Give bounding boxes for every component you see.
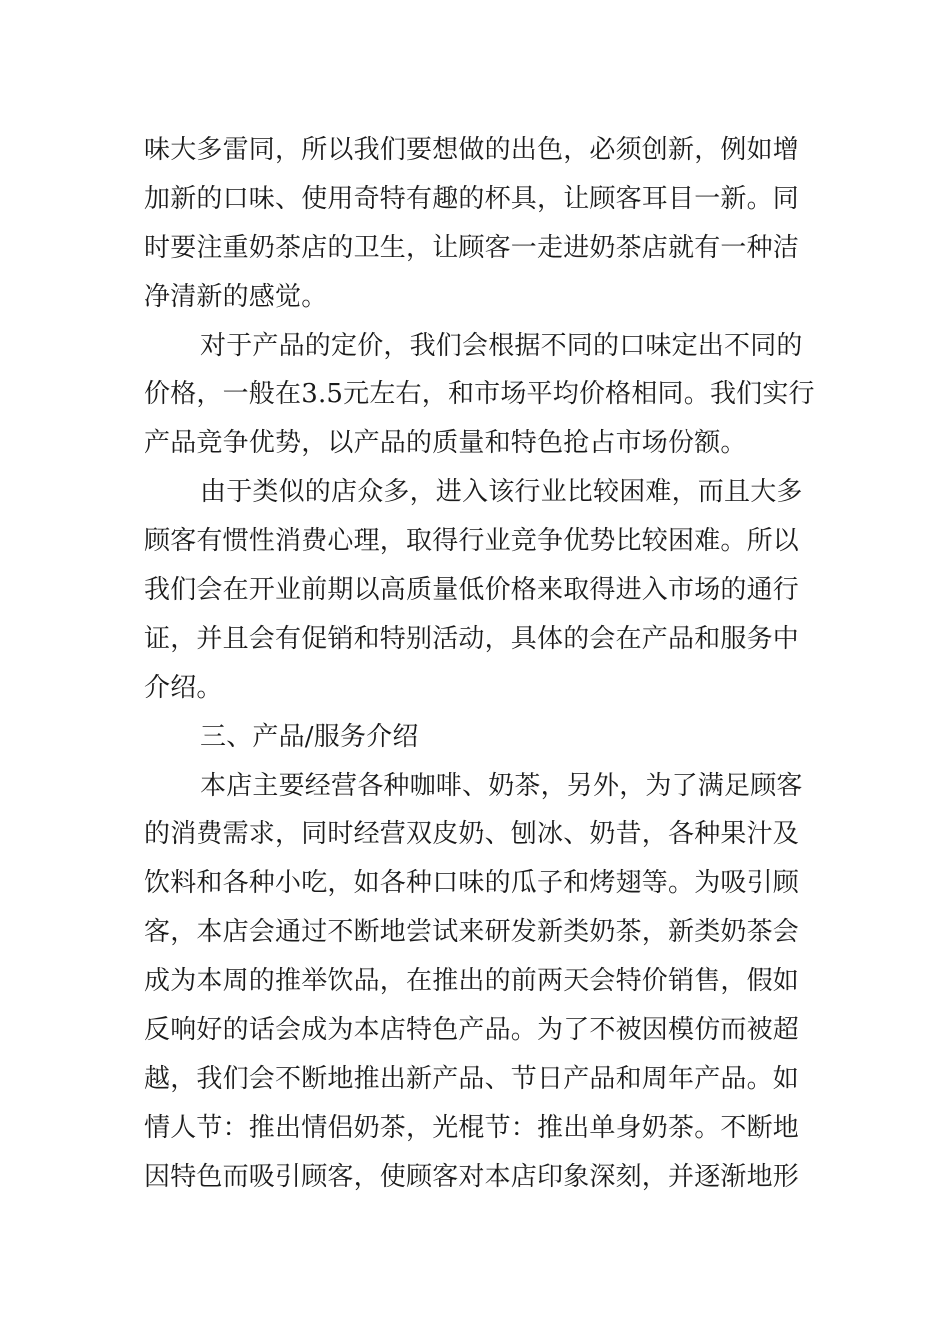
text-line: 情人节：推出情侣奶茶，光棍节：推出单身奶茶。不断地 xyxy=(144,1112,800,1143)
text-line: 时要注重奶茶店的卫生，让顾客一走进奶茶店就有一种洁 xyxy=(144,232,800,263)
text-line: 越，我们会不断地推出新产品、节日产品和周年产品。如 xyxy=(144,1063,800,1094)
text-line: 的消费需求，同时经营双皮奶、刨冰、奶昔，各种果汁及 xyxy=(144,819,800,850)
text-line: 因特色而吸引顾客，使顾客对本店印象深刻，并逐渐地形 xyxy=(144,1161,800,1192)
text-line: 饮料和各种小吃，如各种口味的瓜子和烤翅等。为吸引顾 xyxy=(144,868,800,899)
text-line: 由于类似的店众多，进入该行业比较困难，而且大多 xyxy=(200,477,803,508)
text-line: 对于产品的定价，我们会根据不同的口味定出不同的 xyxy=(200,330,803,361)
text-line: 介绍。 xyxy=(144,672,223,703)
text-line: 本店主要经营各种咖啡、奶茶，另外，为了满足顾客 xyxy=(200,770,803,801)
text-line: 净清新的感觉。 xyxy=(144,281,328,312)
text-line: 客，本店会通过不断地尝试来研发新类奶茶，新类奶茶会 xyxy=(144,917,800,948)
text-line: 我们会在开业前期以高质量低价格来取得进入市场的通行 xyxy=(144,575,800,606)
document-body xyxy=(144,126,815,1202)
text-line: 成为本周的推举饮品，在推出的前两天会特价销售，假如 xyxy=(144,966,800,997)
text-line: 味大多雷同，所以我们要想做的出色，必须创新，例如增 xyxy=(144,135,800,165)
text-line: 顾客有惯性消费心理，取得行业竞争优势比较困难。所以 xyxy=(144,526,800,557)
text-line: 加新的口味、使用奇特有趣的杯具，让顾客耳目一新。同 xyxy=(144,183,800,214)
text-line: 证，并且会有促销和特别活动，具体的会在产品和服务中 xyxy=(144,623,800,654)
text-line: 价格，一般在3.5元左右，和市场平均价格相同。我们实行 xyxy=(144,379,815,410)
text-line: 反响好的话会成为本店特色产品。为了不被因模仿而被超 xyxy=(144,1015,800,1046)
text-line: 产品竞争优势，以产品的质量和特色抢占市场份额。 xyxy=(144,428,747,459)
section-heading: 三、产品/服务介绍 xyxy=(200,721,419,752)
